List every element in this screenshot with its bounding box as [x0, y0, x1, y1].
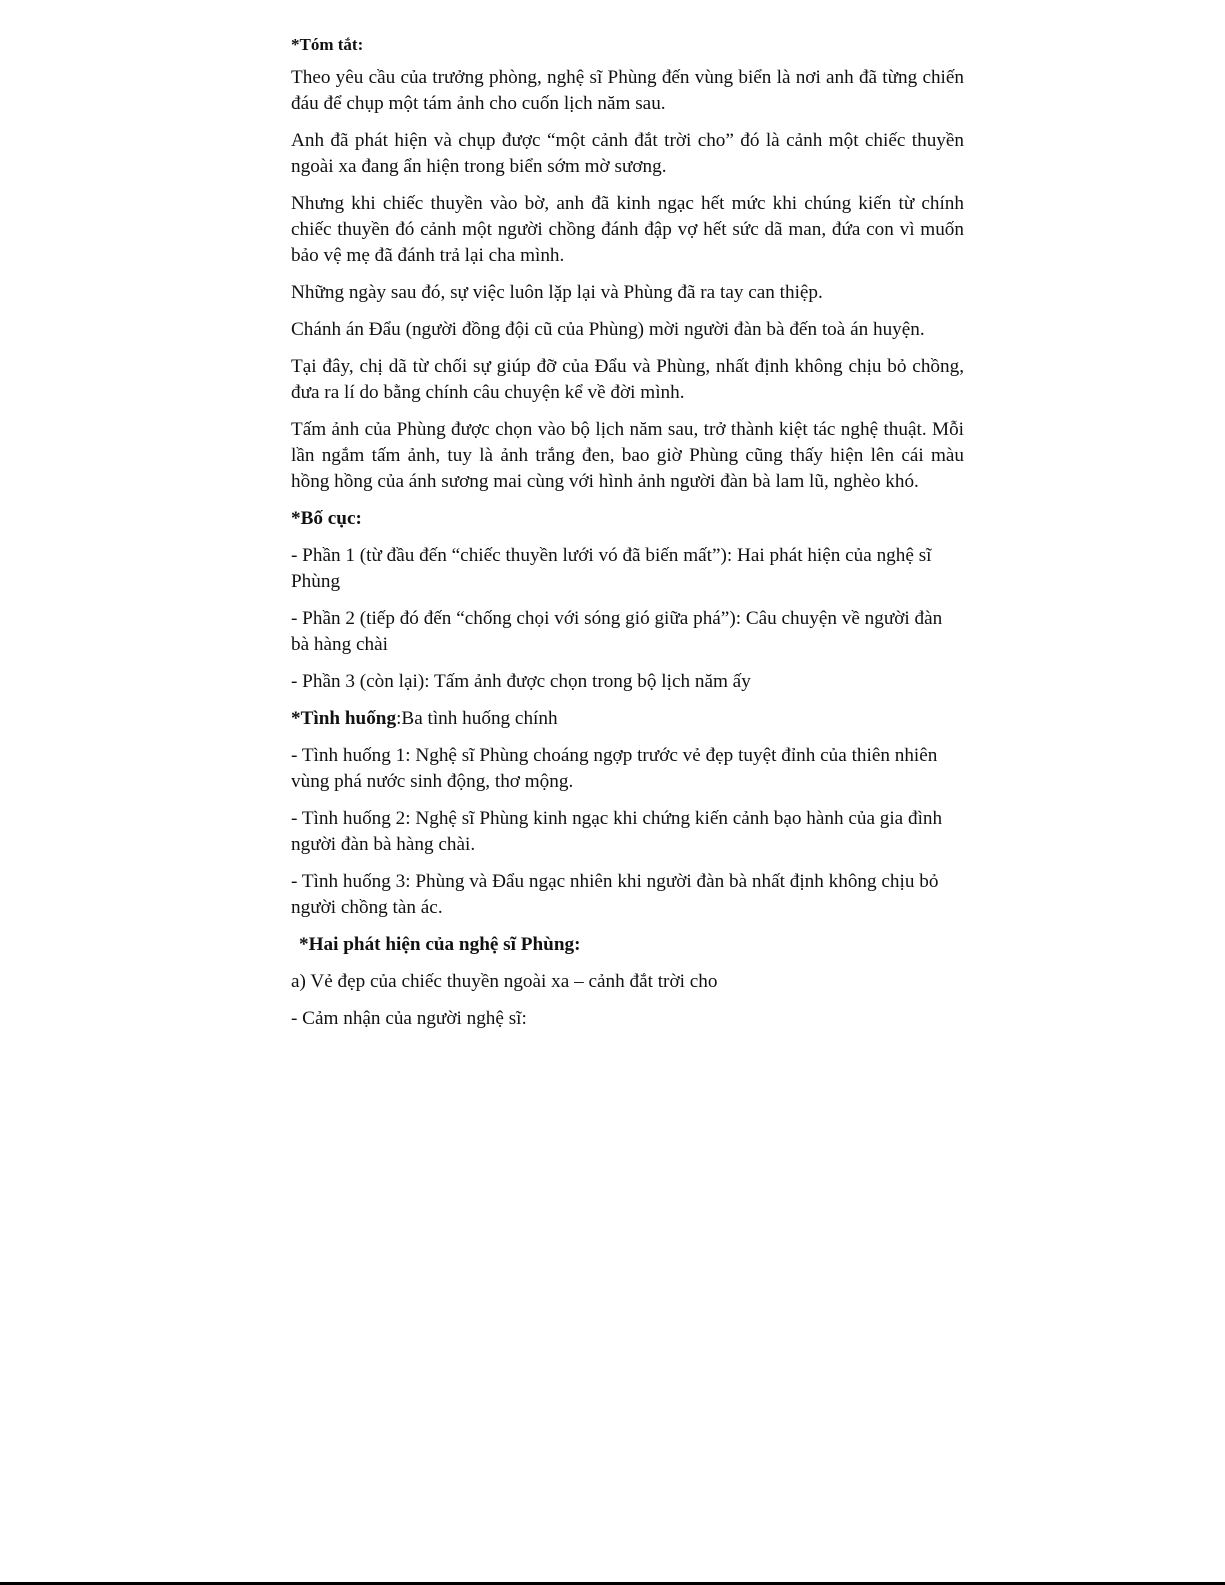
layout-item: - Phần 2 (tiếp đó đến “chống chọi với sóng gió giữa phá”): Câu chuyện về người đàn bà hàng chài: [291, 608, 943, 655]
situation-item: - Tình huống 1: Nghệ sĩ Phùng choáng ngợp trước vẻ đẹp tuyệt đỉnh của thiên nhiên vùng phá nước sinh động, thơ mộng.: [291, 745, 938, 792]
summary-paragraph: Theo yêu cầu của trưởng phòng, nghệ sĩ Phùng đến vùng biển là nơi anh đã từng chiến đáu để chụp một tám ảnh cho cuốn lịch năm sau.: [291, 67, 964, 114]
discovery-item-a: a) Vẻ đẹp của chiếc thuyền ngoài xa – cảnh đắt trời cho: [291, 971, 718, 992]
document-page: [291, 32, 964, 1043]
summary-paragraph: Những ngày sau đó, sự việc luôn lặp lại và Phùng đã ra tay can thiệp.: [291, 282, 823, 303]
summary-paragraph: Nhưng khi chiếc thuyền vào bờ, anh đã kinh ngạc hết mức khi chúng kiến từ chính chiếc thuyền đó cảnh một người chồng đánh đập vợ hết sức dã man, đứa con vì muốn bảo vệ mẹ đã đánh trả lại cha mình.: [291, 193, 964, 266]
summary-heading: *Tóm tắt:: [291, 35, 364, 54]
discovery-item-b: - Cảm nhận của người nghệ sĩ:: [291, 1008, 527, 1029]
summary-paragraph: Anh đã phát hiện và chụp được “một cảnh đắt trời cho” đó là cảnh một chiếc thuyền ngoài xa đang ẩn hiện trong biển sớm mờ sương.: [291, 130, 964, 177]
layout-heading: *Bố cục:: [291, 508, 362, 529]
situation-heading-bold: *Tình huống: [291, 708, 397, 729]
summary-paragraph: Tại đây, chị dã từ chối sự giúp đỡ của Đẩu và Phùng, nhất định không chịu bỏ chồng, đưa ra lí do bằng chính câu chuyện kể về đời mình.: [291, 356, 964, 403]
summary-paragraph: Chánh án Đẩu (người đồng đội cũ của Phùng) mời người đàn bà đến toà án huyện.: [291, 319, 925, 340]
situation-heading: [291, 706, 964, 732]
situation-item: - Tình huống 2: Nghệ sĩ Phùng kinh ngạc khi chứng kiến cảnh bạo hành của gia đình người đàn bà hàng chài.: [291, 808, 943, 855]
discoveries-heading: *Hai phát hiện của nghệ sĩ Phùng:: [299, 934, 581, 955]
situation-heading-rest: :Ba tình huống chính: [396, 708, 558, 729]
layout-item: - Phần 1 (từ đầu đến “chiếc thuyền lưới vó đã biến mất”): Hai phát hiện của nghệ sĩ Phùng: [291, 545, 932, 592]
situation-item: - Tình huống 3: Phùng và Đẩu ngạc nhiên khi người đàn bà nhất định không chịu bỏ người chồng tàn ác.: [291, 871, 939, 918]
layout-item: - Phần 3 (còn lại): Tấm ảnh được chọn trong bộ lịch năm ấy: [291, 671, 751, 692]
summary-paragraph: Tấm ảnh của Phùng được chọn vào bộ lịch năm sau, trở thành kiệt tác nghệ thuật. Mỗi lần ngắm tấm ảnh, tuy là ảnh trắng đen, bao giờ Phùng cũng thấy hiện lên cái màu hồng hồng của ánh sương mai cùng với hình ảnh người đàn bà lam lũ, nghèo khó.: [291, 419, 964, 492]
